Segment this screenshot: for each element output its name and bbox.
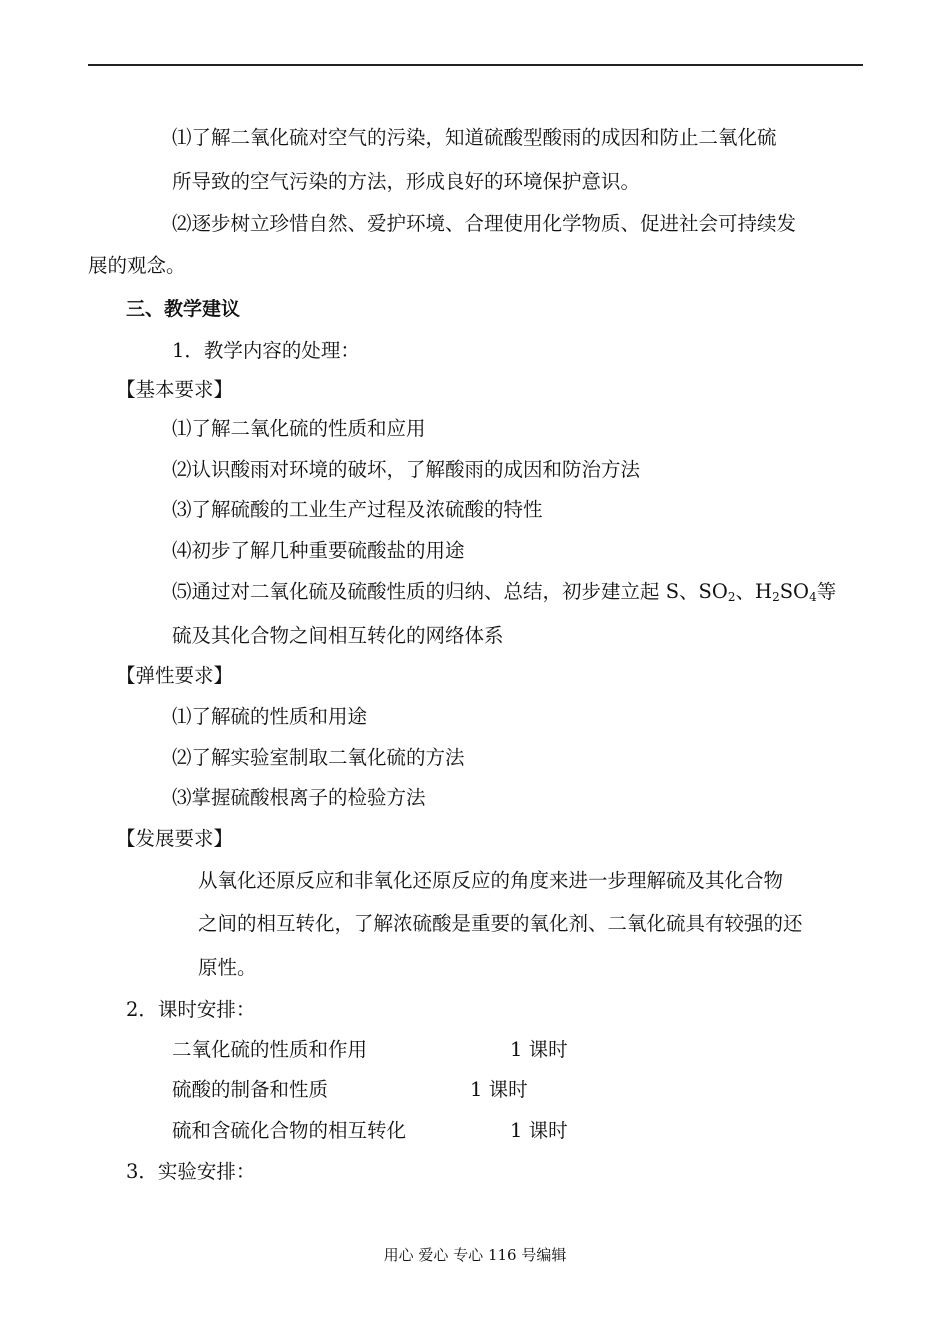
development-line-1: 从氧化还原反应和非氧化还原反应的角度来进一步理解硫及其化合物 — [198, 869, 784, 892]
basic-item-5-line-2: 硫及其化合物之间相互转化的网络体系 — [172, 624, 504, 647]
basic-item-2: ⑵认识酸雨对环境的破坏，了解酸雨的成因和防治方法 — [172, 458, 641, 481]
objective-2-line-2: 展的观念。 — [88, 254, 186, 277]
development-requirements-label: 【发展要求】 — [116, 827, 234, 850]
subsection-2-title: 2．课时安排： — [126, 998, 256, 1021]
basic-item-1: ⑴了解二氧化硫的性质和应用 — [172, 417, 426, 440]
schedule-topic-1: 二氧化硫的性质和作用 — [172, 1038, 368, 1061]
development-line-3: 原性。 — [198, 956, 257, 979]
section-heading: 三、教学建议 — [126, 298, 241, 320]
objective-1-line-1: ⑴了解二氧化硫对空气的污染，知道硫酸型酸雨的成因和防止二氧化硫 — [172, 126, 777, 149]
basic-item-5-line-1: ⑸通过对二氧化硫及硫酸性质的归纳、总结，初步建立起 S、$SO_2$、$H_2SO_4$等 — [172, 580, 837, 604]
objective-2-line-1: ⑵逐步树立珍惜自然、爱护环境、合理使用化学物质、促进社会可持续发 — [172, 212, 797, 235]
subsection-1-title: 1．教学内容的处理： — [172, 339, 360, 362]
elastic-item-3: ⑶掌握硫酸根离子的检验方法 — [172, 786, 426, 809]
schedule-hours-1: 1 课时 — [510, 1038, 568, 1061]
page-footer: 用心 爱心 专心 116 号编辑 — [383, 1246, 567, 1264]
elastic-item-2: ⑵了解实验室制取二氧化硫的方法 — [172, 746, 465, 769]
basic-item-3: ⑶了解硫酸的工业生产过程及浓硫酸的特性 — [172, 498, 543, 521]
schedule-topic-3: 硫和含硫化合物的相互转化 — [172, 1119, 407, 1142]
development-line-2: 之间的相互转化，了解浓硫酸是重要的氧化剂、二氧化硫具有较强的还 — [198, 912, 803, 935]
elastic-item-1: ⑴了解硫的性质和用途 — [172, 705, 368, 728]
elastic-requirements-label: 【弹性要求】 — [116, 664, 234, 687]
objective-1-line-2: 所导致的空气污染的方法，形成良好的环境保护意识。 — [172, 170, 641, 193]
schedule-topic-2: 硫酸的制备和性质 — [172, 1078, 329, 1101]
header-rule — [88, 64, 863, 66]
basic-requirements-label: 【基本要求】 — [116, 378, 234, 401]
schedule-hours-3: 1 课时 — [510, 1119, 568, 1142]
basic-item-4: ⑷初步了解几种重要硫酸盐的用途 — [172, 539, 465, 562]
subsection-3-title: 3．实验安排： — [126, 1160, 256, 1183]
schedule-hours-2: 1 课时 — [470, 1078, 528, 1101]
